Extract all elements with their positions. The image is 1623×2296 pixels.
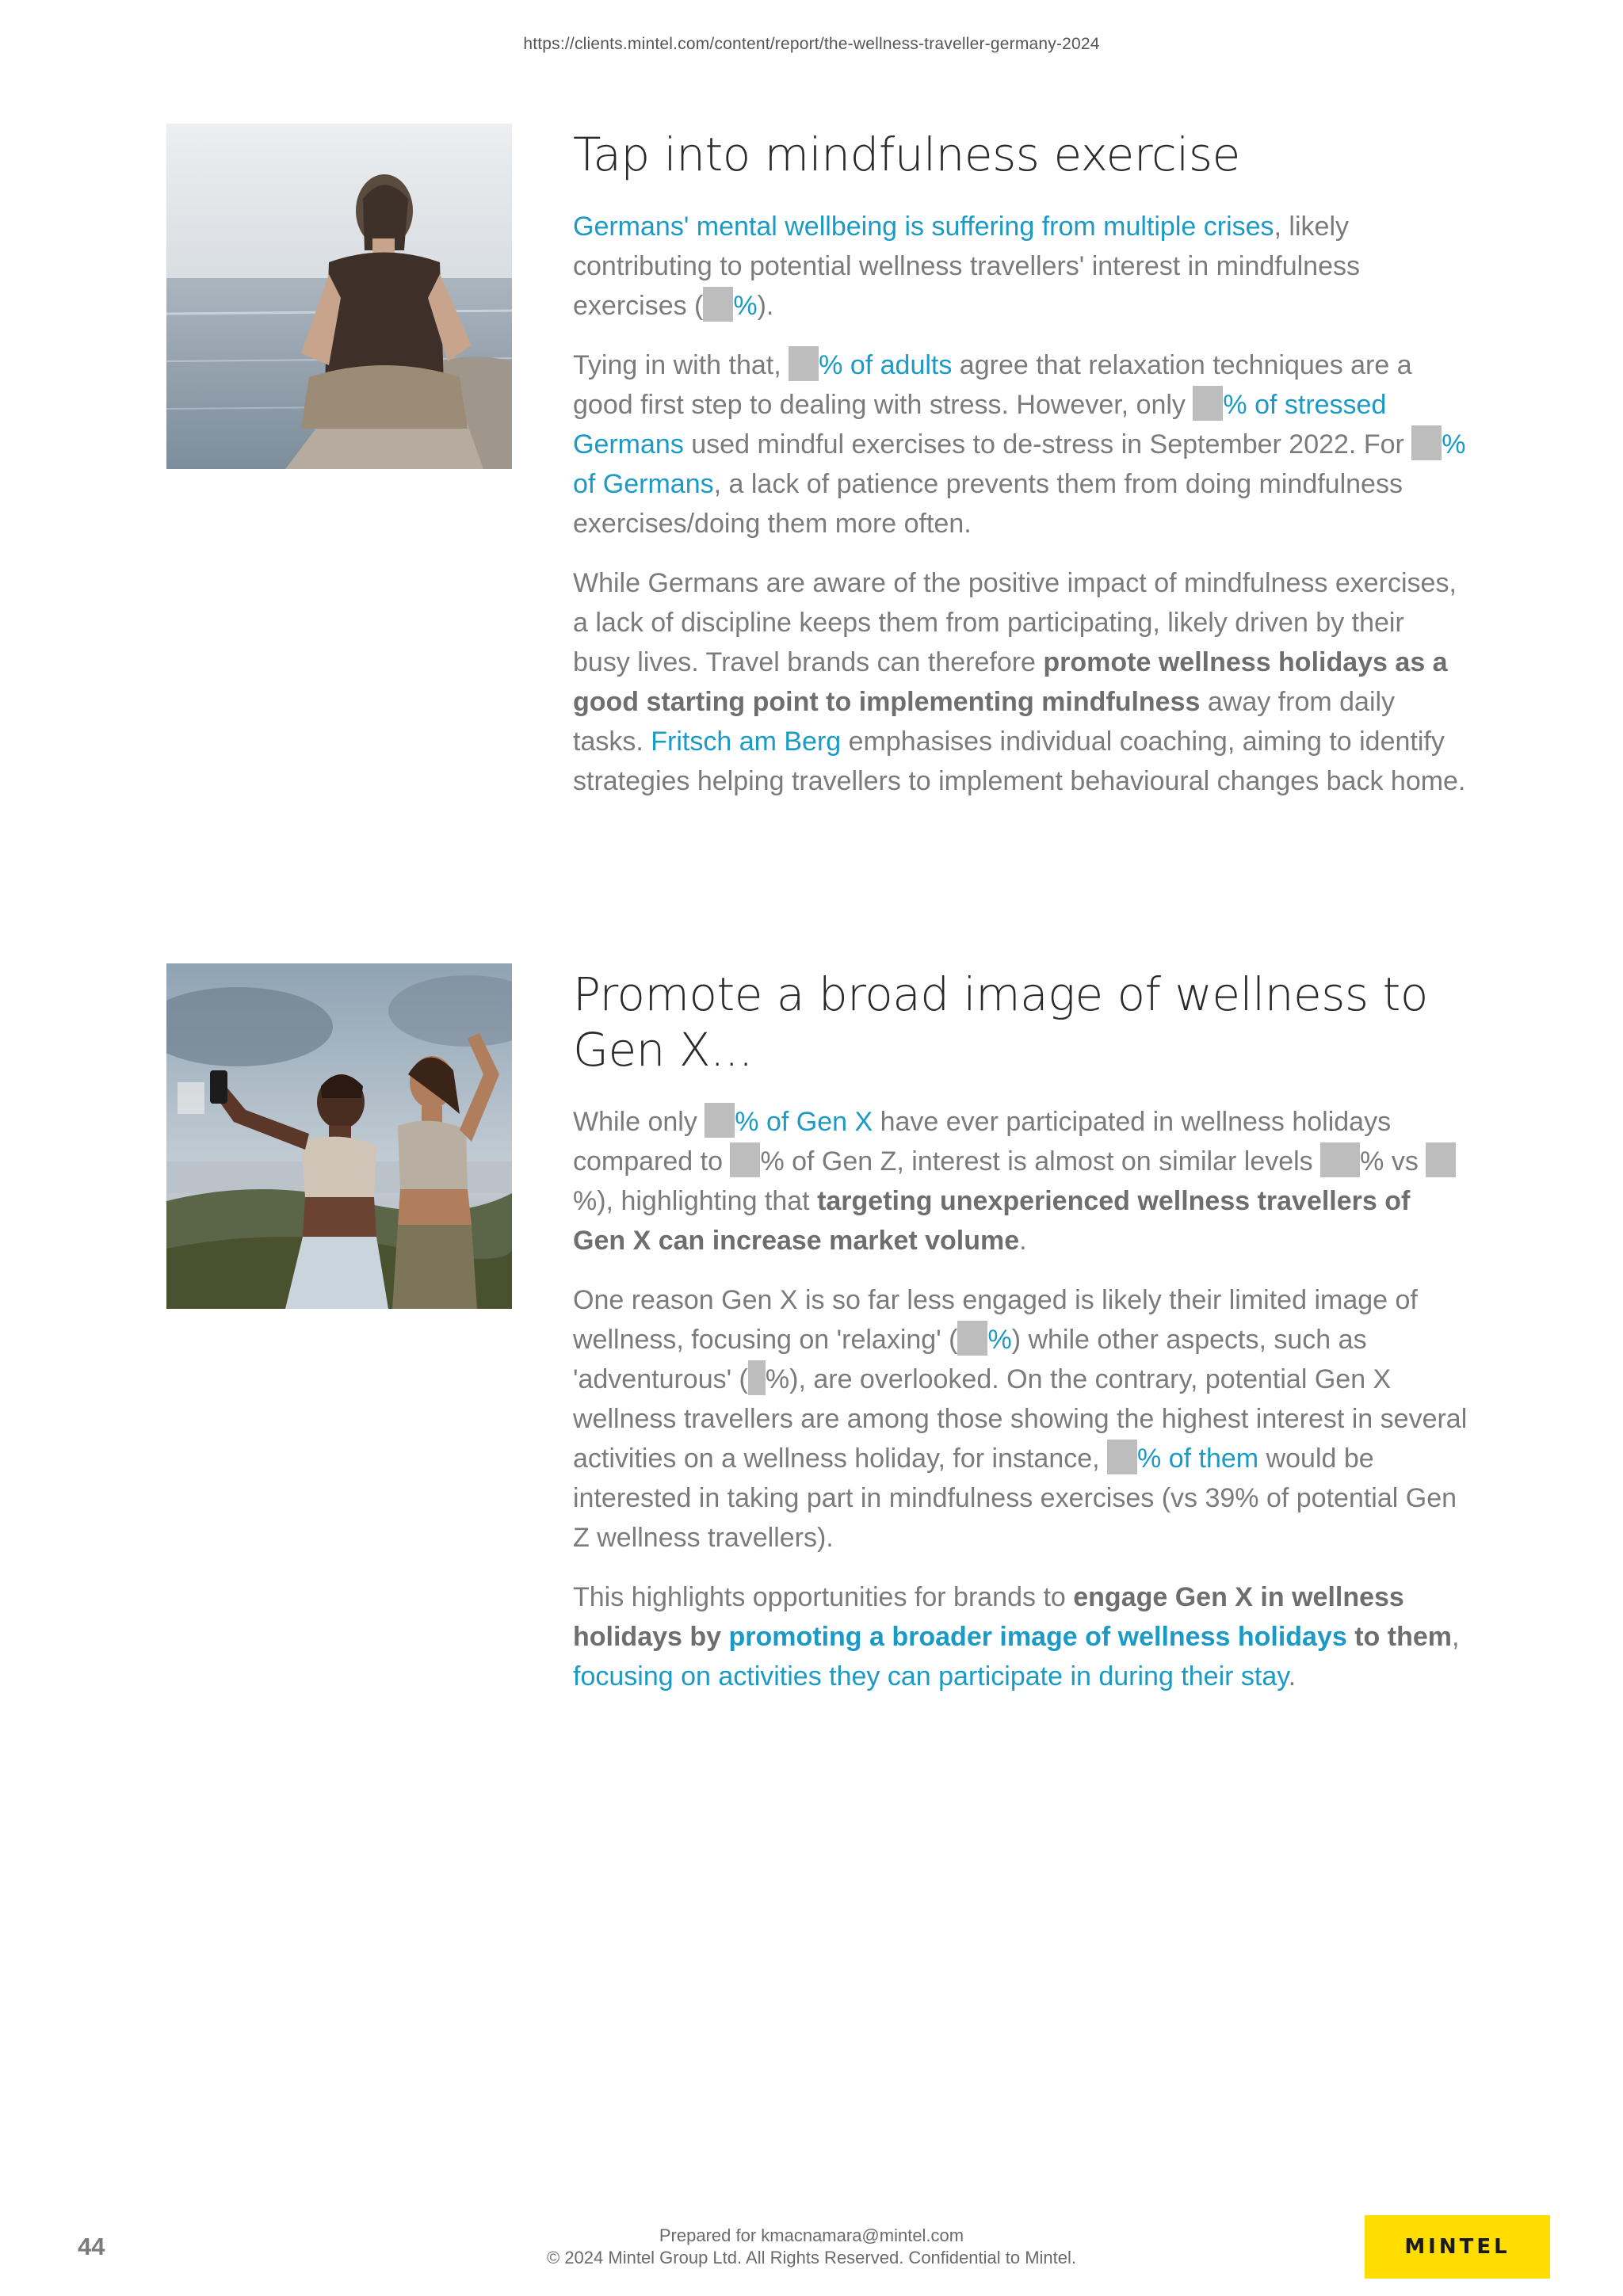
bold-text: to them [1346, 1622, 1452, 1652]
text: . [1019, 1226, 1027, 1256]
section-title: Promote a broad image of wellness to Gen X... [573, 967, 1428, 1077]
paragraph [573, 1577, 1468, 1696]
text: While only [573, 1107, 705, 1137]
text: While Germans are aware of the positive impact of mindfulness exercises, a lack of discipline keeps them from participating, likely driven by their busy lives. Travel brands can therefore [573, 568, 1457, 677]
link-mental-wellbeing[interactable]: Germans' mental wellbeing is suffering from multiple crises [573, 212, 1274, 242]
prepared-for: Prepared for kmacnamara@mintel.com [659, 2225, 964, 2245]
paragraph [573, 1280, 1468, 1558]
redaction-block [789, 346, 819, 381]
link-gen-x[interactable]: % of Gen X [735, 1107, 873, 1137]
redaction-block [1426, 1142, 1456, 1177]
text: This highlights opportunities for brands to [573, 1582, 1074, 1612]
text: %), are overlooked. On the contrary, potential Gen X wellness travellers are among those showing the highest interest in several activities on a wellness holiday, for instance, [573, 1364, 1468, 1474]
gen-x-friends-photo [166, 963, 512, 1309]
redaction-block [1193, 386, 1223, 421]
link-adults[interactable]: % of adults [819, 350, 953, 380]
section-mindfulness [573, 127, 1468, 821]
text: % of Gen Z, interest is almost on similar levels [760, 1146, 1321, 1177]
text: would be interested in taking part in mindfulness exercises (vs 39% of potential Gen Z wellness travellers). [573, 1444, 1457, 1553]
link-stressed-germans[interactable]: % of stressed Germans [573, 390, 1387, 460]
link-of-them[interactable]: % of them [1137, 1444, 1259, 1474]
page-number: 44 [78, 2233, 105, 2260]
link-fritsch-am-berg[interactable]: Fritsch am Berg [651, 727, 842, 757]
text: %), highlighting that [573, 1186, 818, 1216]
text: away from daily tasks. [573, 687, 1396, 757]
redaction-block [1320, 1142, 1360, 1177]
paragraph [573, 1102, 1468, 1261]
paragraph [573, 563, 1468, 801]
logo-text: MINTEL [1404, 2235, 1510, 2259]
text: Tying in with that, [573, 350, 789, 380]
text: have ever participated in wellness holidays compared to [573, 1107, 1392, 1177]
text: % vs [1360, 1146, 1426, 1177]
text: ). [757, 291, 774, 321]
link-broader-image[interactable]: promoting a broader image of wellness holidays [728, 1622, 1347, 1652]
text: , likely contributing to potential wellness travellers' interest in mindfulness exercises ( [573, 212, 1360, 321]
text: , a lack of patience prevents them from doing mindfulness exercises/doing them more often. [573, 469, 1403, 539]
redaction-block [1411, 425, 1442, 460]
redaction-block [748, 1360, 766, 1395]
paragraph [573, 207, 1468, 326]
copyright: © 2024 Mintel Group Ltd. All Rights Reserved. Confidential to Mintel. [547, 2248, 1076, 2267]
text: ) while other aspects, such as 'adventurous' ( [573, 1325, 1367, 1394]
redaction-block [730, 1142, 760, 1177]
bold-text: engage Gen X in wellness holidays by [573, 1582, 1404, 1652]
redaction-block [957, 1321, 987, 1356]
page-url: https://clients.mintel.com/content/report/the-wellness-traveller-germany-2024 [523, 35, 1100, 53]
text: . [1288, 1661, 1296, 1691]
text: emphasises individual coaching, aiming to identify strategies helping travellers to implement behavioural changes back home. [573, 727, 1466, 796]
text: used mindful exercises to de-stress in September 2022. For [683, 429, 1412, 460]
section-title: Tap into mindfulness exercise [573, 128, 1240, 181]
link-percent[interactable]: % [987, 1325, 1012, 1355]
bold-text: targeting unexperienced wellness travellers of Gen X can increase market volume [573, 1186, 1411, 1256]
text: agree that relaxation techniques are a good first step to dealing with stress. However, only [573, 350, 1412, 420]
link-percent[interactable]: % [733, 291, 758, 321]
link-focusing-activities[interactable]: focusing on activities they can participate in during their stay [573, 1661, 1289, 1691]
redaction-block [703, 287, 733, 322]
redaction-block [705, 1103, 735, 1138]
paragraph [573, 345, 1468, 543]
mintel-logo[interactable] [1365, 2215, 1550, 2279]
text: , [1452, 1622, 1460, 1652]
bold-text: promote wellness holidays as a good starting point to implementing mindfulness [573, 647, 1448, 717]
text: One reason Gen X is so far less engaged is likely their limited image of wellness, focusing on 'relaxing' ( [573, 1285, 1418, 1355]
section-gen-x [573, 967, 1468, 1716]
link-germans[interactable]: % of Germans [573, 429, 1466, 499]
redaction-block [1107, 1440, 1137, 1474]
meditation-photo [166, 124, 512, 469]
